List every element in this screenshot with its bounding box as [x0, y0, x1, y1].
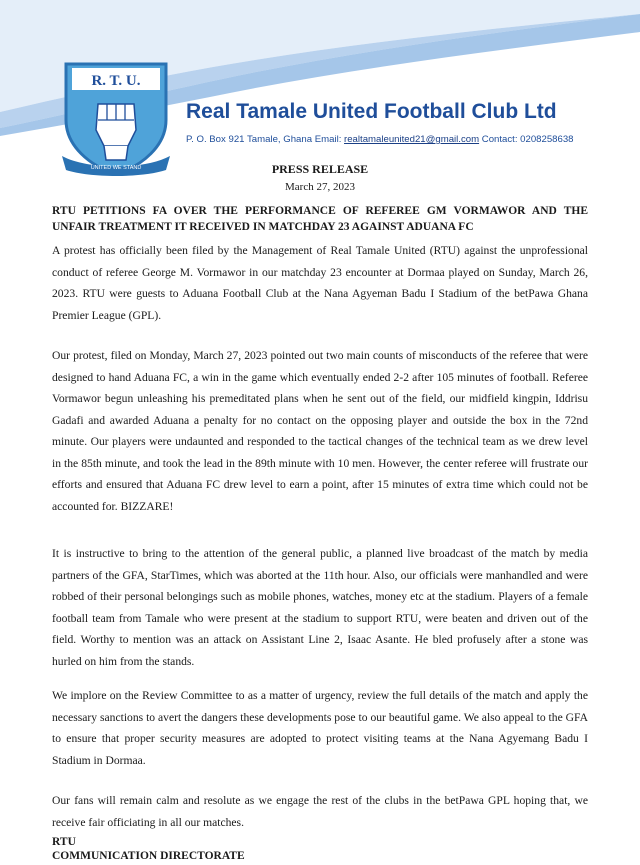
- press-release-title: PRESS RELEASE: [271, 162, 369, 176]
- contact-line: [186, 134, 574, 145]
- paragraph-3: It is instructive to bring to the attention of the general public, a planned live broadcast of the match by media partners of the GFA, StarTimes, which was aborted at the 11th hour. Also, our officials were manhandled and were robbed of their personal belongings such as mobile phones, watches, money etc at the stadium. Players of a female football team from Tamale who were present at the stadium to support RTU, were beaten and driven out of the field. Worthy to mention was an attack on Assistant Line 2, Isaac Asante. He bled profusely after a stone was hurled on him from the stands.: [52, 547, 588, 668]
- release-headline: RTU PETITIONS FA OVER THE PERFORMANCE OF REFEREE GM VORMAWOR AND THE UNFAIR TREATMENT IT RECEIVED IN MATCHDAY 23 AGAINST ADUANA FC: [52, 205, 588, 233]
- logo-ribbon-text: UNITED WE STAND: [90, 165, 142, 171]
- paragraph-5: Our fans will remain calm and resolute as we engage the rest of the clubs in the betPawa GPL hoping that, we receive fair officiating in all our matches.: [52, 794, 588, 829]
- release-date: March 27, 2023: [285, 181, 355, 193]
- club-name-heading: Real Tamale United Football Club Ltd: [186, 100, 557, 123]
- signature-org: RTU: [52, 836, 76, 848]
- signature-department: COMMUNICATION DIRECTORATE: [52, 850, 245, 862]
- paragraph-4: We implore on the Review Committee to as a matter of urgency, review the full details of the match and apply the necessary sanctions to avert the dangers these developments pose to our beautiful game. We also appeal to the GFA to ensure that proper security measures are adopted to protect visiting teams at the Nana Agyemang Badu I Stadium in Dormaa.: [52, 689, 588, 767]
- paragraph-2: Our protest, filed on Monday, March 27, 2023 pointed out two main counts of misconducts of the referee that were designed to hand Aduana FC, a win in the game which eventually ended 2-2 after 105 minutes of football. Referee Vormawor begun unleashing his premeditated plans when he sent out of the field, our midfield kingpin, Iddrisu Gadafi and awarded Aduana a penalty for no contact on the opposing player and outside the box in the 72nd minute. Our players were undaunted and responded to the tactical changes of the technical team as we drew level in the 85th minute, and took the lead in the 89th minute with 10 men. However, the center referee will frustrate our efforts and ensured that Aduana FC drew level to earn a point, after 15 minutes of extra time which could not be accounted for. BIZZARE!: [52, 349, 588, 513]
- contact-phone: Contact: 0208258638: [479, 134, 574, 145]
- paragraph-1: A protest has officially been filed by the Management of Real Tamale United (RTU) against the unprofessional conduct of referee George M. Vormawor in our matchday 23 encounter at Dormaa played on Sunday, March 26, 2023. RTU were guests to Aduana Football Club at the Nana Agyeman Badu I Stadium of the betPawa Ghana Premier League (GPL).: [52, 244, 588, 322]
- logo-text: R. T. U.: [91, 73, 141, 89]
- contact-address: P. O. Box 921 Tamale, Ghana Email:: [186, 134, 345, 145]
- email-link[interactable]: realtamaleunited21@gmail.com: [344, 134, 480, 145]
